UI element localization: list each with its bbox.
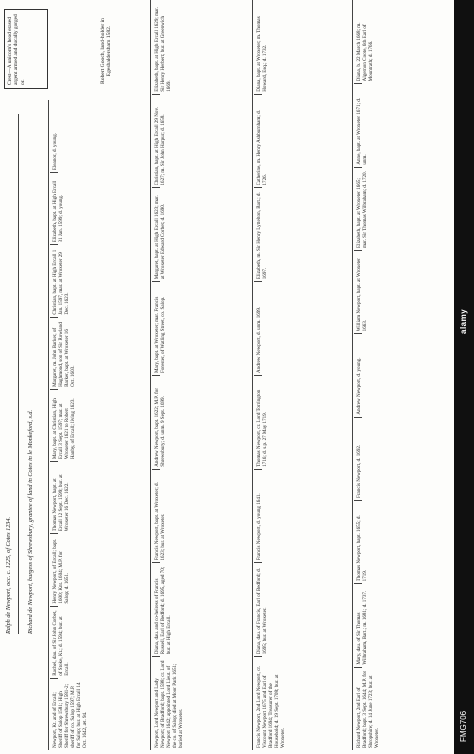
family-entry: Mary, bapt. at Christian, High Ercall 3 Sept. 1597; mar. at Wroxeter 1621 to Robert Hanby, of Ercall; living 1623.	[52, 398, 76, 460]
column-divider	[254, 281, 262, 282]
column-divider	[50, 172, 58, 173]
family-entry: Elizabeth, bapt. at High Ercall 31 Jan. 1599; d. young.	[52, 180, 64, 243]
family-entry: Diana, dau. of Francis, Earl of Bedford; d. 1695; bur. at Wroxeter.	[256, 568, 268, 655]
column-divider	[254, 375, 262, 376]
family-entry: Mary, dau. of Sir Thomas Wilbraham, Bart.; m. 1681; d. 1737.	[356, 590, 368, 665]
column-divider	[50, 678, 58, 679]
family-entry: Eleanor, d. young.	[52, 132, 58, 171]
family-entry: Andrew Newport, d. unm. 1699.	[256, 306, 262, 373]
column-divider	[50, 389, 58, 390]
column-divider	[50, 244, 58, 245]
column-divider	[354, 167, 362, 168]
family-entry: Francis Newport, d. 1692.	[356, 444, 362, 498]
column-divider	[50, 606, 58, 607]
family-entry: Elizabeth, m. Sir Henry Lyttelton, Bart.; d. 1697.	[256, 192, 268, 280]
family-entry: William Newport, bapt. at Wroxeter 1663.	[356, 258, 368, 332]
column-divider	[152, 281, 160, 282]
column-divider	[152, 563, 160, 564]
column-divider	[254, 469, 262, 470]
pedigree-header-line-2: Richard de Newport, burgess of Shrewsbury, grantee of land in Cotes in le Monkeford, s.d.	[27, 409, 34, 634]
family-entry: Rachel, dau. of Sir John Corbet, of Stoke, Kt.; d. 1594; bur. at Ercall.	[52, 610, 70, 676]
family-entry: Andrew Newport, d. young.	[356, 357, 362, 415]
family-entry: Francis Newport, bapt. at Wroxeter; d. 1623; bur. at Wroxeter.	[154, 482, 166, 561]
family-entry: Henry Newport, of Ercall; bapt. 1600; Knt. 1604; M.P. for Salop; d. 1651.	[52, 538, 70, 604]
stock-image-id: FMG706	[459, 710, 468, 742]
family-entry: Christian, bapt. at High Ercall 29 Nov. 1627; m. Sir John Harpur; d. 1658.	[154, 107, 166, 186]
column-divider	[152, 375, 160, 376]
family-entry: Diana, b. 22 March 1668; m. Algernon Coote, 6th Earl of Mountrath; d. 1766.	[356, 22, 374, 82]
column-divider	[50, 533, 58, 534]
column-divider	[254, 94, 262, 95]
heir-note: Robert Gooch, land-holder in Egeshaldersham 1582.	[100, 18, 113, 84]
column-divider	[354, 417, 362, 418]
column-divider	[50, 317, 58, 318]
column-divider	[254, 188, 262, 189]
column-divider	[354, 333, 362, 334]
family-entry: Thomas Newport, bapt. at Ercall 12 Sept. 1599; bur. at Wroxeter 16 Dec. 1622.	[52, 474, 70, 532]
pedigree-header-line-1: Ralph de Newport, occ. c. 1225, of Cotes 1234.	[5, 516, 12, 634]
family-entry: Margaret, bapt. at High Ercall 1623; mar. at Wroxeter Edward Corbet; d. 1690.	[154, 195, 166, 280]
column-divider	[354, 583, 362, 584]
column-divider	[254, 563, 262, 564]
family-entry: Christian, bapt. at High Ercall 1 Jan. 1597, mar. at Wroxeter 29 Dec. 1623.	[52, 249, 70, 315]
family-entry: Francis Newport, d. young 1641.	[256, 493, 262, 561]
family-entry: Thomas Newport, bapt. 1655; d. 1719.	[356, 515, 368, 582]
family-entry: Elizabeth, bapt. at Wroxeter 1665; mar. Sir Thomas Wilbraham; d. 1720.	[356, 171, 368, 248]
family-entry: Diana, dau. and co-heiress of Francis Russell, Earl of Bedford; d. 1695, aged 70; bur. at High Ercall.	[154, 566, 172, 655]
family-entry: Mary, bapt. at Wroxeter; mar. Francis Forester, of Watling Street, co. Salop.	[154, 296, 166, 373]
column-divider	[354, 250, 362, 251]
family-entry: Newport, Kt. and of Ercall; Sheriff of Salop 1581; High Sheriff for Shrewsbury 1581-2; sheriff of co. Salop 1597; M.P. for Salop; bur. at High Ercall 14 Oct. 1642, æt. 94.	[52, 682, 88, 748]
family-entry: Thomas Newport, cr. Lord Torrington 1716; d. s.p. 27 May 1719.	[256, 389, 268, 467]
family-entry: Newport, Lord Newport and Lady Newport; of Bradford; bapt. 1598; cr. Lord Newport 1642; appointed Lord Lieut. of the co. of Salop; died at Moor Park 1651; buried at Wroxeter.	[154, 660, 184, 748]
row-divider	[150, 0, 151, 750]
family-entry: Francis Newport, 2nd Lord Newport, cr. Viscount Newport 1675 and Earl of Bradford 1694; Treasurer of the Household; d. 19 Sept. 1708; bur. at Wroxeter.	[256, 665, 286, 748]
column-divider	[50, 461, 58, 462]
watermark-band	[454, 0, 474, 754]
crest-box: Crest—A unicorn's head erased argent armed and ducally gorged or.	[4, 9, 48, 89]
family-entry: Catherine, m. Henry Ashburnham; d. 1726.	[256, 110, 268, 186]
family-entry: Anne, bapt. at Wroxeter 1671; d. unm.	[356, 97, 368, 165]
row-divider	[48, 100, 49, 750]
family-entry: Richard Newport, 2nd Earl of Bradford; bapt. 3 Sept. 1644; M.P. for Shropshire; d. 14 June 1723; bur. at Wroxeter.	[356, 670, 380, 748]
column-divider	[254, 656, 262, 657]
row-divider	[252, 0, 253, 750]
row-divider	[352, 0, 353, 750]
column-divider	[152, 469, 160, 470]
family-entry: Andrew Newport, bapt. 1622; M.P. for Shrewsbury; d. unm. 9 Sept. 1699.	[154, 387, 166, 467]
family-entry: Elizabeth, bapt. at High Ercall 1629; mar. Sir Henry Herbert; bur. at Greenwich 1669.	[154, 7, 172, 92]
column-divider	[152, 656, 160, 657]
column-divider	[354, 500, 362, 501]
stock-brand-logo: alamy	[459, 308, 468, 334]
column-divider	[354, 83, 362, 84]
header-divider	[18, 114, 19, 634]
column-divider	[152, 188, 160, 189]
column-divider	[354, 667, 362, 668]
family-entry: Diana, bapt. at Wroxeter; m. Thomas Howard, Esq.; d. 1732.	[256, 16, 268, 92]
family-entry: Margaret, m. John Barker, of Haghmond, son of Sir Rowland Barker, bapt. at Wroxeter 16 Oct. 1603.	[52, 322, 76, 387]
column-divider	[152, 94, 160, 95]
